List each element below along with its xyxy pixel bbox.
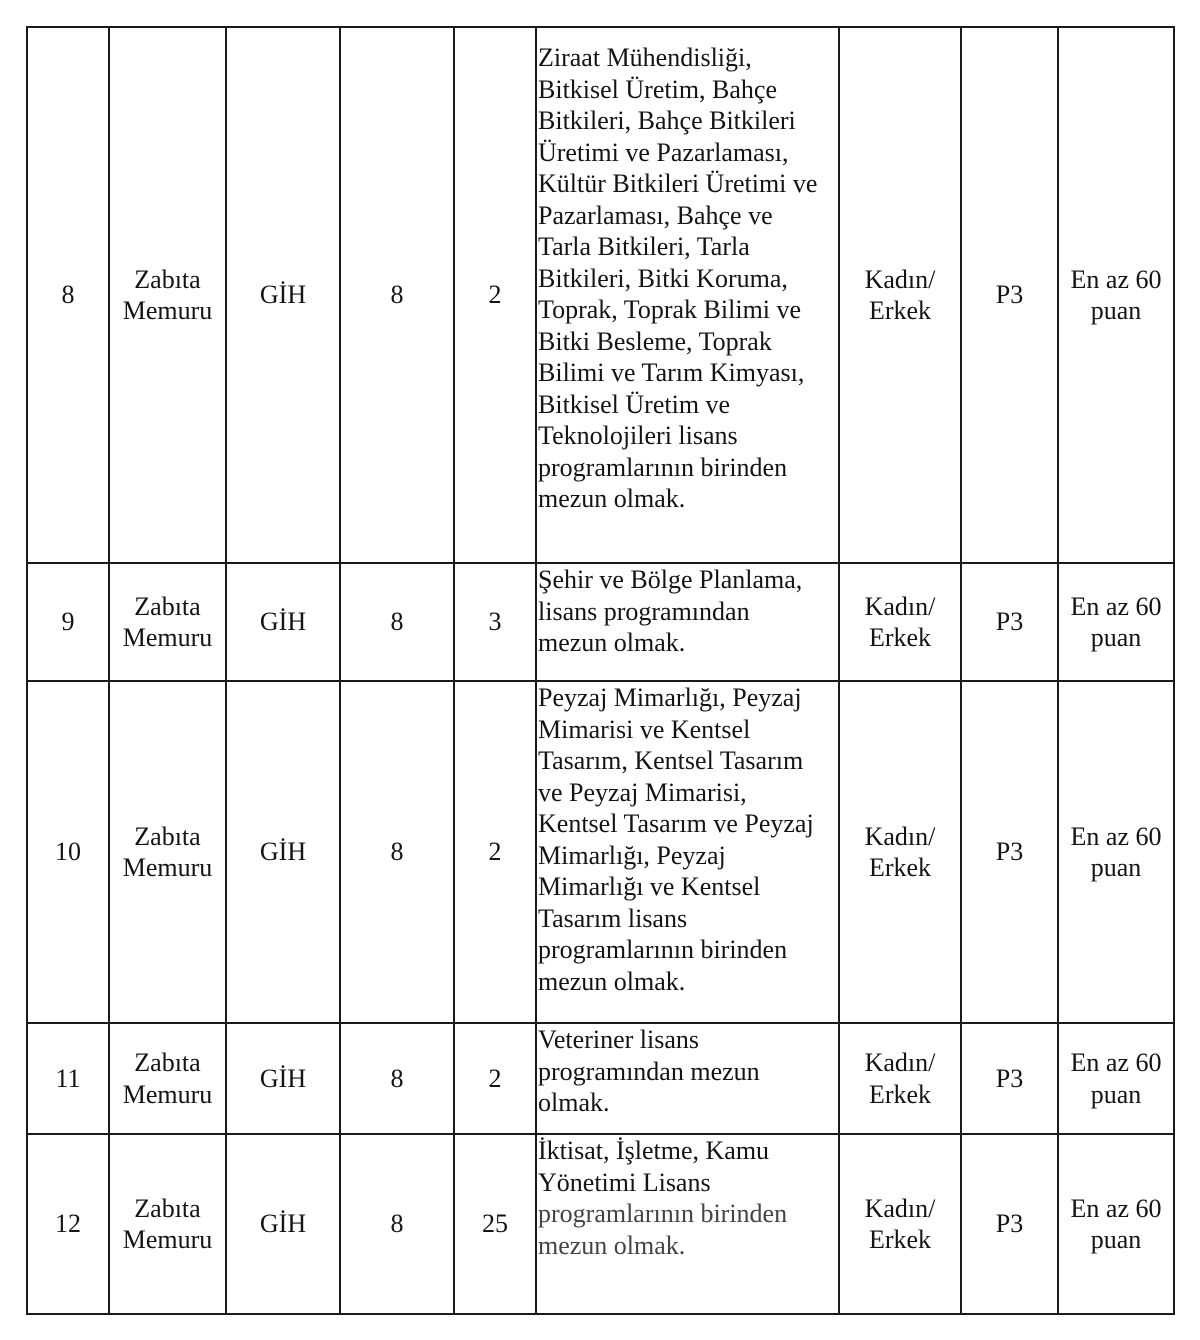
positions-table (26, 26, 1175, 1315)
class-code: GİH (226, 681, 340, 1023)
position-count: 2 (454, 27, 536, 563)
position-title: Zabıta Memuru (109, 563, 226, 681)
row-number: 12 (27, 1134, 109, 1314)
score-type: P3 (961, 27, 1058, 563)
gender: Kadın/ Erkek (839, 1023, 961, 1134)
position-title: Zabıta Memuru (109, 1023, 226, 1134)
degree: 8 (340, 563, 454, 681)
table-row (27, 681, 1174, 1023)
position-title: Zabıta Memuru (109, 27, 226, 563)
class-code: GİH (226, 1023, 340, 1134)
position-count: 2 (454, 681, 536, 1023)
score-type: P3 (961, 1023, 1058, 1134)
gender: Kadın/ Erkek (839, 681, 961, 1023)
score-type: P3 (961, 1134, 1058, 1314)
gender: Kadın/ Erkek (839, 563, 961, 681)
row-number: 10 (27, 681, 109, 1023)
minimum-score: En az 60 puan (1058, 27, 1174, 563)
position-count: 25 (454, 1134, 536, 1314)
score-type: P3 (961, 563, 1058, 681)
education-requirement: İktisat, İşletme, Kamu Yönetimi Lisans programlarının birinden mezun olmak. (536, 1134, 839, 1314)
row-number: 11 (27, 1023, 109, 1134)
table-row (27, 1134, 1174, 1314)
minimum-score: En az 60 puan (1058, 563, 1174, 681)
table-row (27, 27, 1174, 563)
position-count: 2 (454, 1023, 536, 1134)
table-row (27, 1023, 1174, 1134)
education-requirement: Veteriner lisans programından mezun olmak. (536, 1023, 839, 1134)
education-requirement: Peyzaj Mimarlığı, Peyzaj Mimarisi ve Kentsel Tasarım, Kentsel Tasarım ve Peyzaj Mimarisi, Kentsel Tasarım ve Peyzaj Mimarlığı, Peyzaj Mimarlığı ve Kentsel Tasarım lisans programlarının birinden mezun olmak. (536, 681, 839, 1023)
position-title: Zabıta Memuru (109, 1134, 226, 1314)
minimum-score: En az 60 puan (1058, 681, 1174, 1023)
degree: 8 (340, 1023, 454, 1134)
row-number: 9 (27, 563, 109, 681)
class-code: GİH (226, 1134, 340, 1314)
gender: Kadın/ Erkek (839, 1134, 961, 1314)
position-count: 3 (454, 563, 536, 681)
degree: 8 (340, 1134, 454, 1314)
minimum-score: En az 60 puan (1058, 1023, 1174, 1134)
gender: Kadın/ Erkek (839, 27, 961, 563)
education-requirement: Ziraat Mühendisliği, Bitkisel Üretim, Bahçe Bitkileri, Bahçe Bitkileri Üretimi ve Pazarlaması, Kültür Bitkileri Üretimi ve Pazarlaması, Bahçe ve Tarla Bitkileri, Tarla Bitkileri, Bitki Koruma, Toprak, Toprak Bilimi ve Bitki Besleme, Toprak Bilimi ve Tarım Kimyası, Bitkisel Üretim ve Teknolojileri lisans programlarının birinden mezun olmak. (536, 27, 839, 563)
class-code: GİH (226, 563, 340, 681)
degree: 8 (340, 27, 454, 563)
position-title: Zabıta Memuru (109, 681, 226, 1023)
education-requirement: Şehir ve Bölge Planlama, lisans programından mezun olmak. (536, 563, 839, 681)
row-number: 8 (27, 27, 109, 563)
score-type: P3 (961, 681, 1058, 1023)
class-code: GİH (226, 27, 340, 563)
degree: 8 (340, 681, 454, 1023)
table-row (27, 563, 1174, 681)
minimum-score: En az 60 puan (1058, 1134, 1174, 1314)
